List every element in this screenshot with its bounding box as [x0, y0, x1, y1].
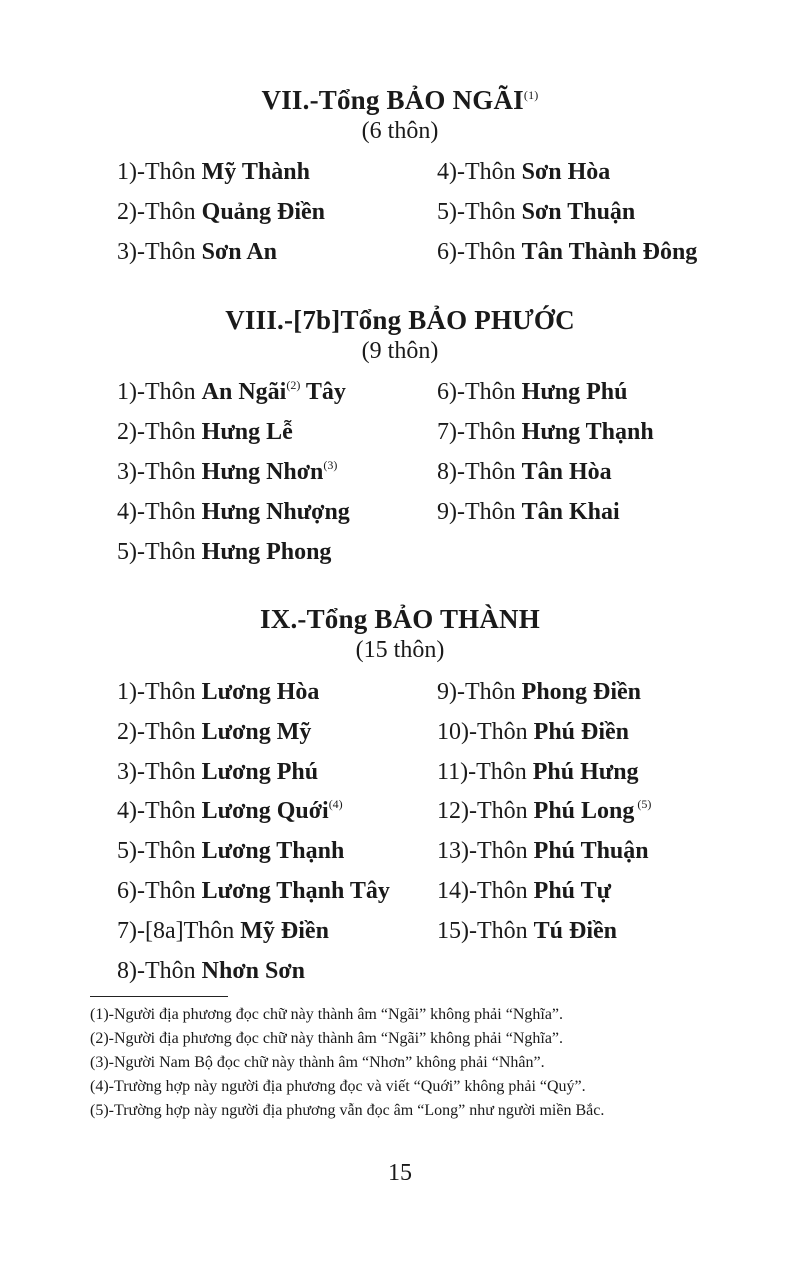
- village-name: Lương Phú: [201, 759, 319, 785]
- village-item: [117, 757, 318, 787]
- item-number: 6)-Thôn: [437, 239, 522, 265]
- village-name: Phong Điền: [521, 679, 642, 705]
- village-item: [437, 157, 610, 187]
- item-number: 5)-Thôn: [117, 838, 202, 864]
- village-name: Sơn Hòa: [521, 159, 611, 185]
- footnote: (4)-Trường hợp này người địa phương đọc và viết “Quới” không phải “Quý”.: [90, 1078, 586, 1095]
- village-item: [117, 457, 337, 487]
- section-title: [0, 84, 800, 116]
- item-number: 9)-Thôn: [437, 499, 522, 525]
- village-item: [117, 796, 343, 826]
- item-number: 3)-Thôn: [117, 459, 202, 485]
- village-name: Phú Tự: [533, 878, 611, 904]
- footnote: (5)-Trường hợp này người địa phương vẫn đọc âm “Long” như người miền Bắc.: [90, 1102, 605, 1119]
- village-name: Mỹ Điền: [240, 918, 329, 944]
- village-name: Lương Mỹ: [201, 719, 312, 745]
- item-number: 6)-Thôn: [437, 379, 522, 405]
- item-number: 14)-Thôn: [437, 878, 534, 904]
- footnote: (1)-Người địa phương đọc chữ này thành âm “Ngãi” không phải “Nghĩa”.: [90, 1006, 564, 1023]
- section-bao-ngai: [0, 84, 800, 146]
- village-item: [117, 237, 277, 267]
- village-item: [117, 197, 325, 227]
- item-number: 8)-Thôn: [437, 459, 522, 485]
- footnote-ref: (1): [523, 88, 539, 102]
- footnote: (2)-Người địa phương đọc chữ này thành âm “Ngãi” không phải “Nghĩa”.: [90, 1030, 564, 1047]
- item-number: 6)-Thôn: [117, 878, 202, 904]
- village-name: Lương Thạnh Tây: [201, 878, 390, 904]
- item-number: 13)-Thôn: [437, 838, 534, 864]
- item-number: 10)-Thôn: [437, 719, 534, 745]
- village-item: [117, 537, 331, 567]
- village-name: Hưng Phong: [201, 539, 332, 565]
- item-number: 8)-Thôn: [117, 958, 202, 984]
- section-bao-phuoc: [0, 304, 800, 366]
- village-item: [117, 916, 329, 946]
- village-name: An Ngãi: [201, 379, 287, 405]
- item-number: 1)-Thôn: [117, 679, 202, 705]
- village-name: Quảng Điền: [201, 199, 326, 225]
- item-number: 7)-Thôn: [437, 419, 522, 445]
- village-item: [117, 717, 311, 747]
- item-number: 5)-Thôn: [117, 539, 202, 565]
- village-name-suffix: Tây: [300, 379, 346, 405]
- item-number: 3)-Thôn: [117, 239, 202, 265]
- item-number: 7)-[8a]Thôn: [117, 918, 241, 944]
- village-name: Lương Hòa: [201, 679, 320, 705]
- village-item: [437, 796, 651, 826]
- village-item: [437, 377, 627, 407]
- item-number: 4)-Thôn: [437, 159, 522, 185]
- village-name: Tân Khai: [521, 499, 620, 525]
- village-item: [437, 237, 697, 267]
- village-name: Hưng Nhơn: [201, 459, 324, 485]
- village-item: [117, 876, 390, 906]
- item-number: 4)-Thôn: [117, 798, 202, 824]
- village-item: [437, 677, 641, 707]
- village-item: [117, 836, 344, 866]
- village-name: Phú Thuận: [533, 838, 649, 864]
- village-item: [437, 417, 654, 447]
- village-name: Lương Thạnh: [201, 838, 345, 864]
- section-title-text: VII.-Tổng BẢO NGÃI: [261, 85, 524, 115]
- footnote-divider: [90, 996, 228, 997]
- item-number: 1)-Thôn: [117, 159, 202, 185]
- village-name: Nhơn Sơn: [201, 958, 305, 984]
- village-item: [437, 836, 649, 866]
- item-number: 9)-Thôn: [437, 679, 522, 705]
- section-bao-thanh: [0, 603, 800, 665]
- village-item: [117, 677, 319, 707]
- village-count: (9 thôn): [361, 338, 439, 364]
- footnote: (3)-Người Nam Bộ đọc chữ này thành âm “Nhơn” không phải “Nhân”.: [90, 1054, 545, 1071]
- village-item: [437, 916, 617, 946]
- village-item: [117, 417, 293, 447]
- item-number: 2)-Thôn: [117, 719, 202, 745]
- village-item: [117, 497, 350, 527]
- item-number: 11)-Thôn: [437, 759, 533, 785]
- village-item: [437, 497, 620, 527]
- footnote-ref: (2): [286, 378, 301, 392]
- village-item: [437, 197, 635, 227]
- village-count: (15 thôn): [355, 637, 445, 663]
- village-item: [437, 457, 612, 487]
- village-name: Lương Quới: [201, 798, 329, 824]
- item-number: 4)-Thôn: [117, 499, 202, 525]
- village-name: Phú Điền: [533, 719, 630, 745]
- village-name: Hưng Phú: [521, 379, 628, 405]
- village-item: [117, 956, 305, 986]
- village-item: [437, 876, 611, 906]
- village-name: Mỹ Thành: [201, 159, 310, 185]
- village-name: Tân Thành Đông: [521, 239, 698, 265]
- item-number: 12)-Thôn: [437, 798, 534, 824]
- village-count: (6 thôn): [361, 118, 439, 144]
- footnote-ref: (5): [634, 797, 652, 811]
- section-title: VIII.-[7b]Tổng BẢO PHƯỚC: [225, 305, 575, 335]
- item-number: 3)-Thôn: [117, 759, 202, 785]
- footnote-ref: (3): [323, 458, 338, 472]
- village-name: Tú Điền: [533, 918, 618, 944]
- page-number: 15: [388, 1160, 412, 1186]
- item-number: 5)-Thôn: [437, 199, 522, 225]
- item-number: 2)-Thôn: [117, 419, 202, 445]
- village-name: Hưng Lễ: [201, 419, 293, 445]
- section-title: IX.-Tổng BẢO THÀNH: [260, 604, 540, 634]
- footnotes: [90, 1003, 730, 1123]
- village-name: Phú Long: [533, 798, 635, 824]
- village-item: [117, 157, 310, 187]
- village-name: Hưng Nhượng: [201, 499, 350, 525]
- village-name: Phú Hưng: [532, 759, 639, 785]
- footnote-ref: (4): [328, 797, 343, 811]
- village-name: Tân Hòa: [521, 459, 612, 485]
- item-number: 1)-Thôn: [117, 379, 202, 405]
- village-name: Sơn Thuận: [521, 199, 636, 225]
- item-number: 15)-Thôn: [437, 918, 534, 944]
- item-number: 2)-Thôn: [117, 199, 202, 225]
- village-item: [117, 377, 346, 407]
- village-name: Hưng Thạnh: [521, 419, 654, 445]
- village-item: [437, 717, 629, 747]
- village-name: Sơn An: [201, 239, 277, 265]
- village-item: [437, 757, 639, 787]
